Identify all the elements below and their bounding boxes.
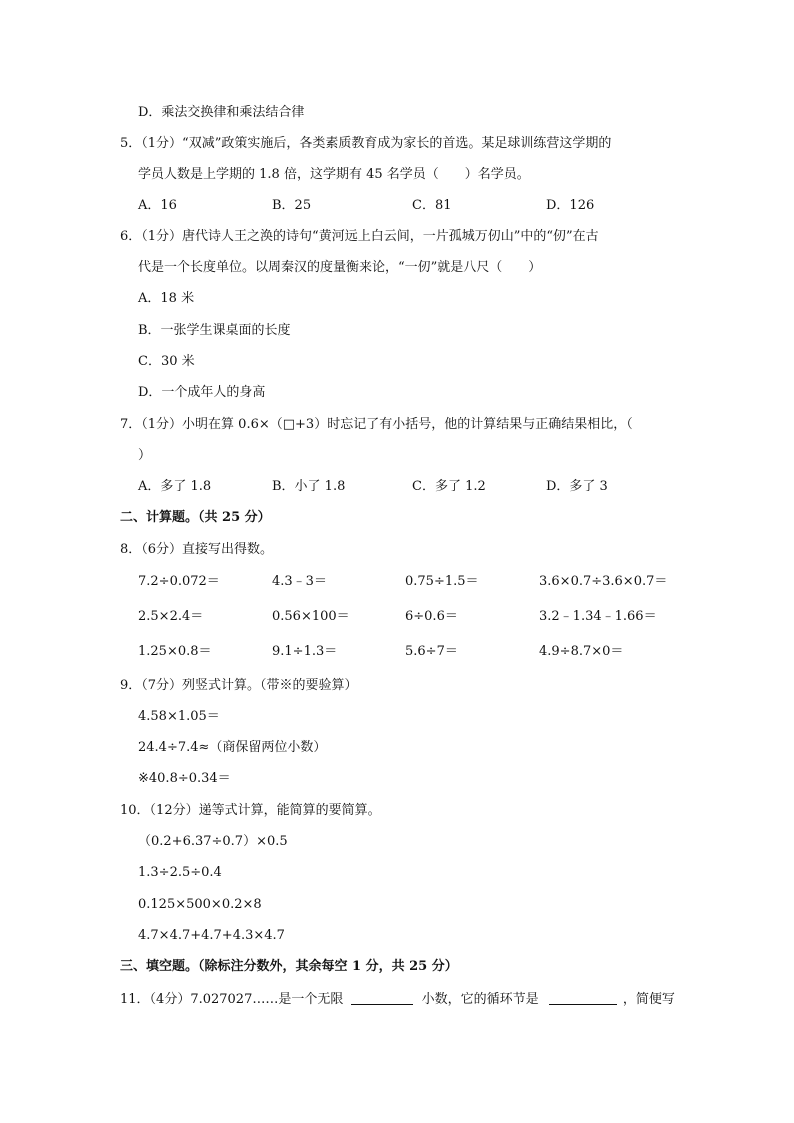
- q5-option-a: A．16: [138, 198, 177, 213]
- q5-option-b: B．25: [272, 198, 312, 213]
- q8-cell: 3.6×0.7÷3.6×0.7＝: [539, 574, 668, 589]
- q8-cell: 2.5×2.4＝: [138, 609, 204, 624]
- q6-stem-line2: 代是一个长度单位。以周秦汉的度量衡来论，“一仞”就是八尺（ ）: [138, 260, 542, 275]
- section2-heading: 二、计算题。（共 25 分）: [120, 510, 271, 525]
- q8-cell: 4.9÷8.7×0＝: [539, 644, 624, 659]
- q8-cell: 9.1÷1.3＝: [272, 644, 338, 659]
- q6-option-b: B．一张学生课桌面的长度: [138, 323, 291, 338]
- q7-stem-line2: ）: [138, 448, 152, 463]
- q7-option-a: A．多了 1.8: [138, 479, 212, 494]
- q5-stem-line2: 学员人数是上学期的 1.8 倍，这学期有 45 名学员（ ）名学员。: [138, 167, 530, 182]
- q6-option-d: D．一个成年人的身高: [138, 385, 266, 400]
- q8-title: 8．（6分）直接写出得数。: [120, 542, 274, 557]
- q11-blank-2[interactable]: [549, 990, 617, 1005]
- q11-blank-1[interactable]: [351, 990, 413, 1005]
- q9-item: 24.4÷7.4≈（商保留两位小数）: [138, 740, 327, 755]
- q6-stem-line1: 6．（1分）唐代诗人王之涣的诗句“黄河远上白云间，一片孤城万仞山”中的“仞”在古: [120, 229, 599, 244]
- q8-cell: 0.56×100＝: [272, 609, 350, 624]
- q10-item: 0.125×500×0.2×8: [138, 897, 262, 912]
- q5-stem-line1: 5．（1分）“双减”政策实施后，各类素质教育成为家长的首选。某足球训练营这学期的: [120, 136, 612, 151]
- q11-text-part2: 小数，它的循环节是: [421, 992, 539, 1007]
- q8-cell: 4.3﹣3＝: [272, 574, 327, 589]
- section3-heading: 三、填空题。（除标注分数外，其余每空 1 分，共 25 分）: [120, 959, 458, 974]
- q8-cell: 6÷0.6＝: [405, 609, 458, 624]
- q7-option-d: D．多了 3: [546, 479, 608, 494]
- q8-cell: 5.6÷7＝: [405, 644, 458, 659]
- q10-item: 4.7×4.7+4.7+4.3×4.7: [138, 928, 285, 943]
- q7-option-c: C．多了 1.2: [412, 479, 486, 494]
- q9-title: 9．（7分）列竖式计算。（带※的要验算）: [120, 678, 358, 693]
- q7-stem-line1: 7．（1分）小明在算 0.6×（□+3）时忘记了有小括号，他的计算结果与正确结果相比，（: [120, 417, 633, 432]
- q9-item: ※40.8÷0.34＝: [138, 771, 231, 786]
- q4-option-d: D．乘法交换律和乘法结合律: [138, 105, 305, 120]
- q10-title: 10．（12分）递等式计算，能简算的要简算。: [120, 803, 381, 818]
- q9-item: 4.58×1.05＝: [138, 709, 220, 724]
- q8-cell: 0.75÷1.5＝: [405, 574, 479, 589]
- q6-option-c: C．30 米: [138, 354, 195, 369]
- q7-option-b: B．小了 1.8: [272, 479, 346, 494]
- q8-cell: 3.2﹣1.34﹣1.66＝: [539, 609, 657, 624]
- q6-option-a: A．18 米: [138, 291, 195, 306]
- q5-option-c: C．81: [412, 198, 452, 213]
- q10-item: 1.3÷2.5÷0.4: [138, 865, 222, 880]
- q5-option-d: D．126: [546, 198, 595, 213]
- q11-text-part1: 11．（4分）7.027027……是一个无限: [120, 992, 344, 1007]
- q10-item: （0.2+6.37÷0.7）×0.5: [138, 834, 288, 849]
- q8-cell: 7.2÷0.072＝: [138, 574, 220, 589]
- q8-cell: 1.25×0.8＝: [138, 644, 212, 659]
- q11-stem: [120, 990, 675, 1009]
- q11-text-part3: ，简便写: [622, 992, 675, 1007]
